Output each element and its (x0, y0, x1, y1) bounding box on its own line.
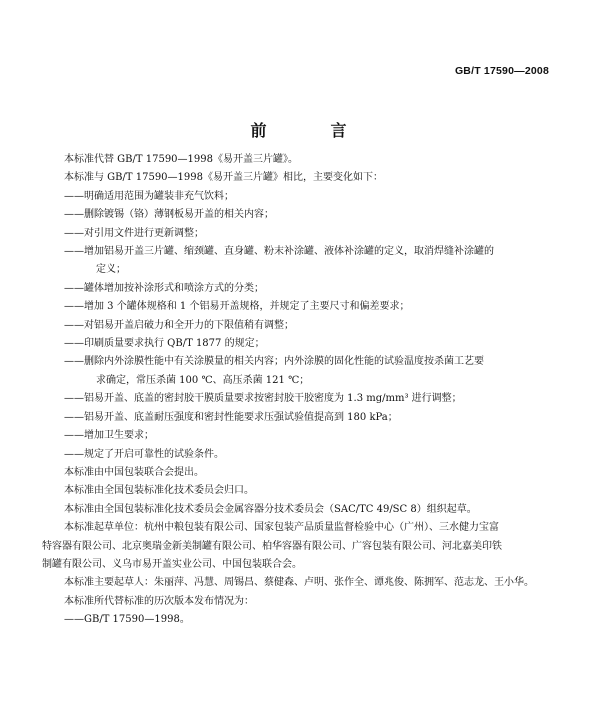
text-line: 本标准起草单位：杭州中粮包装有限公司、国家包装产品质量监督检验中心（广州）、三水健力宝富 (64, 522, 499, 534)
text-line-continuation: 制罐有限公司、义乌市易开盖实业公司、中国包装联合会。 (42, 558, 302, 570)
change-item: ——铝易开盖、底盖的密封胶干膜质量要求按密封胶干胶密度为 1.3 mg/mm³ 进行调整； (64, 393, 462, 405)
change-item-continuation: 求确定，常压杀菌 100 ℃、高压杀菌 121 ℃； (96, 374, 310, 386)
text-line: 本标准主要起草人：朱丽萍、冯慧、周锡昌、蔡健森、卢明、张作全、谭兆俊、陈拥军、范志龙、王小华。 (64, 577, 534, 589)
text-line: 本标准由全国包装标准化技术委员会归口。 (64, 485, 254, 497)
text-line-continuation: 特容器有限公司、北京奥瑞金新美制罐有限公司、柏华容器有限公司、广容包装有限公司、河北嘉美印铁 (42, 540, 502, 552)
text-line: 本标准所代替标准的历次版本发布情况为： (64, 595, 254, 607)
change-item: ——罐体增加按补涂形式和喷涂方式的分类； (64, 282, 264, 294)
change-item: ——铝易开盖、底盖耐压强度和密封性能要求压强试验值提高到 180 kPa； (64, 411, 398, 423)
change-item: ——增加卫生要求； (64, 430, 154, 442)
change-item: ——印刷质量要求执行 QB/T 1877 的规定； (64, 338, 265, 350)
change-item: ——增加 3 个罐体规格和 1 个铝易开盖规格，并规定了主要尺寸和偏差要求； (64, 301, 410, 313)
text-line: 本标准由全国包装标准化技术委员会金属容器分技术委员会（SAC/TC 49/SC 8）组织起草。 (64, 503, 477, 515)
foreword-body (42, 151, 548, 630)
text-line: 本标准与 GB/T 17590—1998《易开盖三片罐》相比，主要变化如下： (64, 172, 383, 184)
change-item: ——规定了开启可靠性的试验条件。 (64, 448, 224, 460)
change-item: ——对引用文件进行更新调整； (64, 227, 204, 239)
change-item: ——对铝易开盖启破力和全开力的下限值稍有调整； (64, 319, 294, 331)
change-item: ——删除内外涂膜性能中有关涂膜量的相关内容；内外涂膜的固化性能的试验温度按杀菌工艺要 (64, 356, 484, 368)
standard-number: GB/T 17590—2008 (454, 65, 549, 77)
text-line: 本标准代替 GB/T 17590—1998《易开盖三片罐》。 (64, 154, 298, 165)
page-title: 前 言 (250, 121, 371, 140)
change-item: ——增加铝易开盖三片罐、缩颈罐、直身罐、粉末补涂罐、液体补涂罐的定义，取消焊缝补涂罐的 (64, 246, 494, 258)
change-item: ——删除镀锡（铬）薄钢板易开盖的相关内容； (64, 209, 274, 221)
text-line: 本标准由中国包装联合会提出。 (64, 466, 204, 478)
change-item: ——GB/T 17590—1998。 (64, 614, 190, 626)
change-item: ——明确适用范围为罐装非充气饮料； (64, 190, 234, 202)
change-item-continuation: 定义； (96, 264, 126, 276)
